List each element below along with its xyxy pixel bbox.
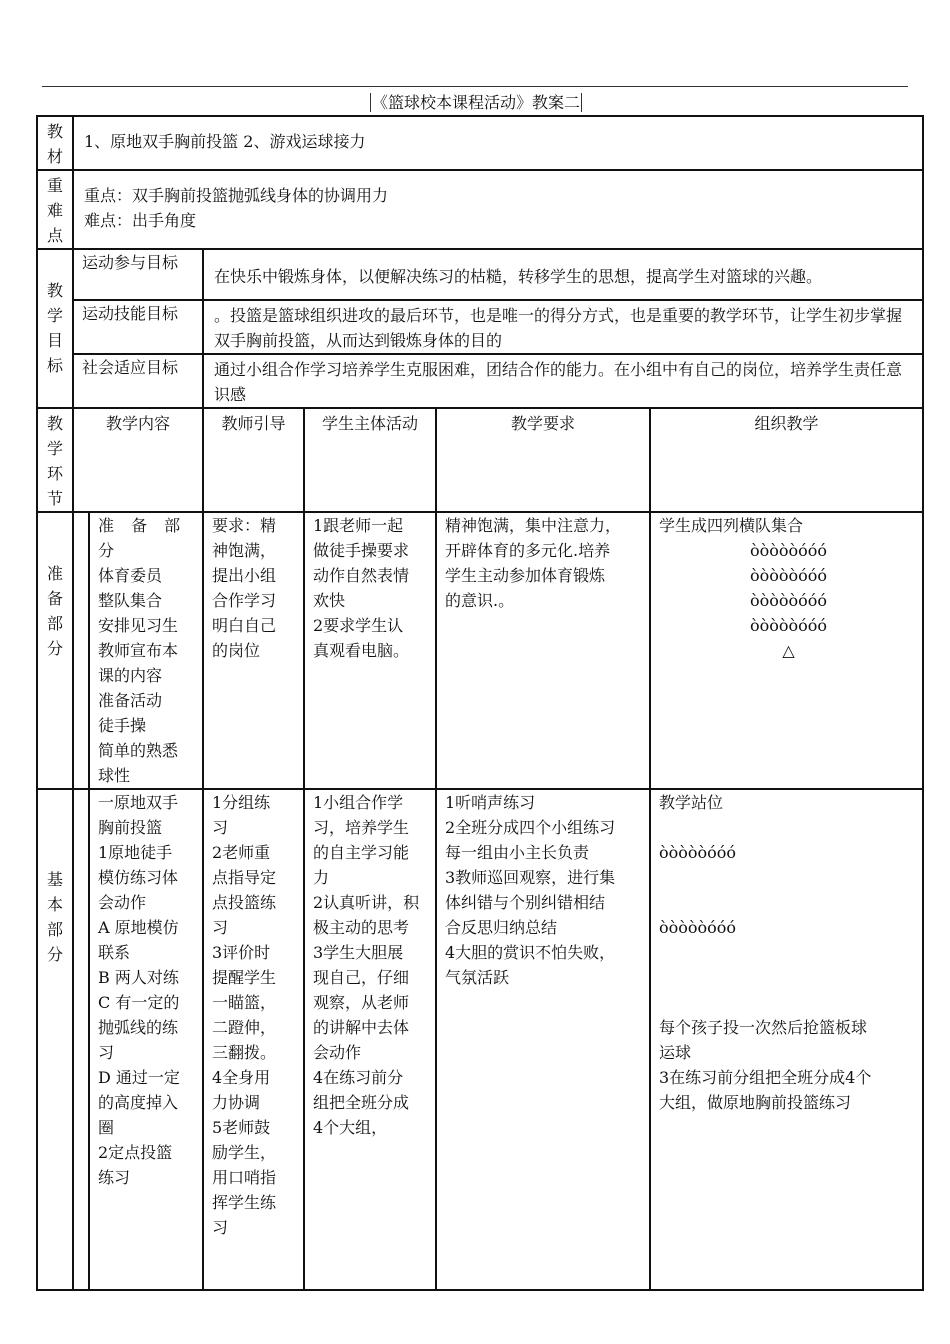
- requirement-header: 教学要求: [436, 408, 650, 512]
- basic-student-line: 2认真听讲，积: [313, 893, 420, 912]
- formation-row: òòòòòóóó: [749, 541, 828, 560]
- basic-student-line: 会动作: [313, 1043, 362, 1062]
- basic-requirement-line: 2全班分成四个小组练习: [445, 818, 616, 837]
- basic-requirement-cell: [436, 789, 650, 1290]
- basic-student-line: 1小组合作学: [313, 793, 404, 812]
- basic-teacher-line: 力协调: [212, 1093, 261, 1112]
- basic-content-line: 模仿练习体: [98, 868, 179, 887]
- key-points-content-cell: [73, 170, 923, 249]
- basic-student-line: 的自主学习能: [313, 843, 410, 862]
- prep-student-line: 欢快: [313, 591, 346, 610]
- objective-name: 运动参与目标: [82, 253, 179, 272]
- prep-student-line: 2要求学生认: [313, 616, 404, 635]
- prep-requirement-line: 精神饱满，集中注意力，: [445, 516, 622, 535]
- basic-student-line: 3学生大胆展: [313, 943, 404, 962]
- basic-spacer: [73, 789, 89, 1290]
- prep-teacher-line: 合作学习: [212, 591, 277, 610]
- basic-organization-note: 3在练习前分组把全班分成4个: [659, 1068, 872, 1087]
- key-point-line: 重点：双手胸前投篮抛弧线身体的协调用力: [84, 186, 389, 205]
- basic-teacher-line: 提醒学生: [212, 968, 277, 987]
- formation-row: òòòòòóóó: [659, 843, 737, 862]
- prep-content-line: 课的内容: [98, 666, 163, 685]
- objective-text: 在快乐中锻炼身体，以便解决练习的枯糙，转移学生的思想，提高学生对篮球的兴趣。: [214, 267, 823, 286]
- prep-label: 准备部分: [46, 564, 63, 658]
- materials-content: 1、原地双手胸前投篮 2、游戏运球接力: [84, 132, 366, 151]
- prep-student-line: 动作自然表情: [313, 566, 410, 585]
- basic-teacher-line: 点投篮练: [212, 893, 277, 912]
- basic-teacher-cell: [203, 789, 304, 1290]
- student-header: 学生主体活动: [304, 408, 436, 512]
- prep-teacher-line: 提出小组: [212, 566, 277, 585]
- materials-content-cell: [73, 116, 923, 170]
- basic-organization-cell: [650, 789, 923, 1290]
- basic-student-line: 力: [313, 868, 330, 887]
- basic-teacher-line: 三翻拨。: [212, 1043, 277, 1062]
- prep-content-line: 准 备 部: [98, 516, 187, 535]
- materials-label: 教材: [46, 122, 63, 166]
- prep-content-line: 分: [98, 541, 115, 560]
- prep-student-cell: [304, 512, 436, 789]
- basic-teacher-line: 5老师鼓: [212, 1118, 271, 1137]
- basic-teacher-line: 习: [212, 1218, 229, 1237]
- basic-student-line: 习，培养学生: [313, 818, 410, 837]
- basic-content-line: B 两人对练: [98, 968, 179, 987]
- basic-content-cell: [89, 789, 203, 1290]
- basic-student-line: 4在练习前分: [313, 1068, 404, 1087]
- prep-content-cell: [89, 512, 203, 789]
- prep-requirement-line: 学生主动参加体育锻炼: [445, 566, 606, 585]
- document-title: 《篮球校本课程活动》教案二: [372, 93, 581, 112]
- key-points-label-cell: [37, 170, 73, 249]
- teacher-header: 教师引导: [203, 408, 304, 512]
- prep-spacer: [73, 512, 89, 789]
- prep-teacher-line: 神饱满，: [212, 541, 277, 560]
- prep-content-line: 体育委员: [98, 566, 163, 585]
- formation-row: òòòòòóóó: [749, 566, 828, 585]
- objective-name: 社会适应目标: [82, 358, 179, 377]
- objective-text: 通过小组合作学习培养学生克服困难，团结合作的能力。在小组中有自己的岗位，培养学生责任意识感: [214, 360, 903, 404]
- objective-name-cell: [73, 249, 203, 300]
- prep-organization-heading: 学生成四列横队集合: [659, 516, 804, 535]
- basic-content-line: D 通过一定: [98, 1068, 180, 1087]
- basic-teacher-line: 二蹬伸，: [212, 1018, 277, 1037]
- basic-student-line: 观察，从老师: [313, 993, 410, 1012]
- objective-text-cell: [203, 354, 923, 408]
- basic-student-line: 4个大组，: [313, 1118, 388, 1137]
- basic-student-line: 组把全班分成: [313, 1093, 410, 1112]
- organization-header: 组织教学: [650, 408, 923, 512]
- difficulty-line: 难点：出手角度: [84, 211, 197, 230]
- basic-content-line: 抛弧线的练: [98, 1018, 179, 1037]
- basic-content-line: 的高度掉入: [98, 1093, 179, 1112]
- content-header: 教学内容: [73, 408, 203, 512]
- basic-student-line: 的讲解中去体: [313, 1018, 410, 1037]
- header-rule: [42, 86, 908, 87]
- prep-student-line: 1跟老师一起: [313, 516, 404, 535]
- basic-teacher-line: 一瞄篮，: [212, 993, 277, 1012]
- teacher-position-icon: △: [782, 641, 795, 660]
- prep-teacher-cell: [203, 512, 304, 789]
- basic-content-line: 练习: [98, 1168, 131, 1187]
- prep-content-line: 安排见习生: [98, 616, 179, 635]
- basic-organization-heading: 教学站位: [659, 793, 724, 812]
- basic-student-line: 现自己，仔细: [313, 968, 410, 987]
- objectives-label: 教学目标: [46, 281, 63, 375]
- basic-organization-note: 每个孩子投一次然后抢篮板球: [659, 1018, 868, 1037]
- prep-requirement-cell: [436, 512, 650, 789]
- prep-label-cell: [37, 512, 73, 789]
- prep-teacher-line: 明白自己: [212, 616, 277, 635]
- basic-teacher-line: 励学生，: [212, 1143, 277, 1162]
- prep-requirement-line: 的意识.。: [445, 591, 515, 610]
- basic-content-line: 1原地徒手: [98, 843, 173, 862]
- basic-requirement-line: 每一组由小主长负责: [445, 843, 590, 862]
- basic-teacher-line: 3评价时: [212, 943, 271, 962]
- prep-content-line: 简单的熟悉: [98, 741, 179, 760]
- prep-content-line: 徒手操: [98, 716, 147, 735]
- basic-requirement-line: 体纠错与个别纠错相结: [445, 893, 606, 912]
- materials-label-cell: [37, 116, 73, 170]
- prep-content-line: 准备活动: [98, 691, 163, 710]
- basic-teacher-line: 1分组练: [212, 793, 271, 812]
- basic-organization-note: 大组，做原地胸前投篮练习: [659, 1093, 852, 1112]
- basic-teacher-line: 4全身用: [212, 1068, 271, 1087]
- basic-label-cell: [37, 789, 73, 1290]
- prep-teacher-line: 要求：精: [212, 516, 277, 535]
- prep-teacher-line: 的岗位: [212, 641, 261, 660]
- objective-text-cell: [203, 300, 923, 354]
- basic-content-line: C 有一定的: [98, 993, 180, 1012]
- objective-name-cell: [73, 354, 203, 408]
- objective-text: 。投篮是篮球组织进攻的最后环节，也是唯一的得分方式，也是重要的教学环节，让学生初步掌握双手胸前投篮，从而达到锻炼身体的目的: [214, 306, 903, 350]
- prep-content-line: 教师宣布本: [98, 641, 179, 660]
- basic-organization-note: 运球: [659, 1043, 692, 1062]
- objective-name: 运动技能目标: [82, 304, 179, 323]
- formation-row: òòòòòóóó: [749, 591, 828, 610]
- prep-organization-cell: [650, 512, 923, 789]
- basic-requirement-line: 合反思归纳总结: [445, 918, 558, 937]
- prep-content-line: 整队集合: [98, 591, 163, 610]
- prep-requirement-line: 开辟体育的多元化.培养: [445, 541, 611, 560]
- basic-content-line: 一原地双手: [98, 793, 179, 812]
- basic-student-cell: [304, 789, 436, 1290]
- basic-content-line: 习: [98, 1043, 115, 1062]
- formation-row: òòòòòóóó: [659, 918, 737, 937]
- objective-name-cell: [73, 300, 203, 354]
- basic-requirement-line: 气氛活跃: [445, 968, 510, 987]
- basic-requirement-line: 3教师巡回观察，进行集: [445, 868, 616, 887]
- basic-content-line: 2定点投篮: [98, 1143, 173, 1162]
- key-points-label: 重难点: [46, 176, 63, 245]
- basic-content-line: 胸前投篮: [98, 818, 163, 837]
- basic-teacher-line: 挥学生练: [212, 1193, 277, 1212]
- basic-teacher-line: 用口哨指: [212, 1168, 277, 1187]
- prep-student-line: 做徒手操要求: [313, 541, 410, 560]
- prep-content-line: 球性: [98, 766, 131, 785]
- basic-content-line: 会动作: [98, 893, 147, 912]
- basic-teacher-line: 习: [212, 818, 229, 837]
- basic-requirement-line: 4大胆的赏识不怕失败，: [445, 943, 616, 962]
- objective-text-cell: [203, 249, 923, 300]
- lesson-plan-table: [36, 115, 924, 1291]
- formation-row: òòòòòóóó: [749, 616, 828, 635]
- basic-content-line: 联系: [98, 943, 131, 962]
- basic-requirement-line: 1听哨声练习: [445, 793, 536, 812]
- basic-teacher-line: 习: [212, 918, 229, 937]
- basic-content-line: A 原地模仿: [98, 918, 179, 937]
- basic-label: 基本部分: [46, 870, 63, 964]
- basic-teacher-line: 点指导定: [212, 868, 277, 887]
- objectives-label-cell: [37, 249, 73, 408]
- basic-student-line: 极主动的思考: [313, 918, 410, 937]
- basic-content-line: 圈: [98, 1118, 115, 1137]
- stage-header-cell: [37, 408, 73, 512]
- stage-header: 教学环节: [46, 414, 63, 508]
- basic-teacher-line: 2老师重: [212, 843, 271, 862]
- prep-student-line: 真观看电脑。: [313, 641, 410, 660]
